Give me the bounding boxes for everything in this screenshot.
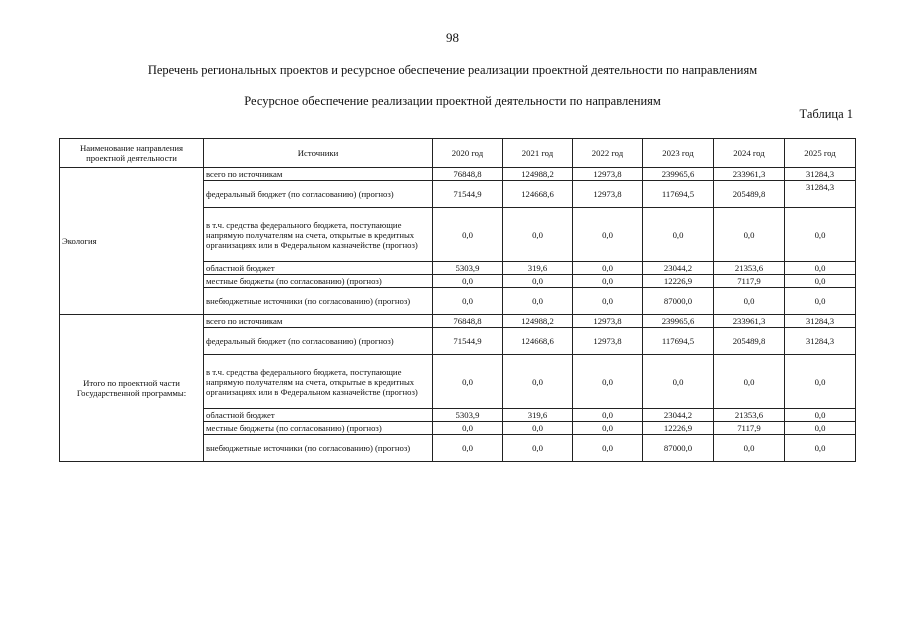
group-name-total: Итого по проектной части Государственной программы: (60, 315, 204, 462)
value-cell: 233961,3 (714, 315, 785, 328)
value-cell: 31284,3 (785, 315, 856, 328)
value-cell: 87000,0 (643, 435, 714, 462)
value-cell: 0,0 (643, 208, 714, 262)
value-cell: 31284,3 (785, 181, 856, 208)
value-cell: 12973,8 (573, 315, 643, 328)
value-cell: 12973,8 (573, 168, 643, 181)
source-cell: в т.ч. средства федерального бюджета, поступающие напрямую получателям на счета, открытые в кредитных организациях или в Федеральном казначействе (прогноз) (204, 208, 433, 262)
document-subtitle: Ресурсное обеспечение реализации проектной деятельности по направлениям (244, 94, 661, 108)
value-cell: 117694,5 (643, 328, 714, 355)
value-cell: 0,0 (503, 435, 573, 462)
value-cell: 7117,9 (714, 275, 785, 288)
value-cell: 117694,5 (643, 181, 714, 208)
value-cell: 0,0 (503, 422, 573, 435)
value-cell: 12973,8 (573, 328, 643, 355)
value-cell: 0,0 (714, 355, 785, 409)
value-cell: 0,0 (785, 275, 856, 288)
header-year: 2022 год (573, 139, 643, 168)
value-cell: 0,0 (573, 275, 643, 288)
header-sources: Источники (204, 139, 433, 168)
value-cell: 0,0 (643, 355, 714, 409)
value-cell: 0,0 (785, 422, 856, 435)
value-cell: 0,0 (714, 435, 785, 462)
source-cell: всего по источникам (204, 168, 433, 181)
value-cell: 319,6 (503, 262, 573, 275)
value-cell: 0,0 (714, 288, 785, 315)
value-cell: 0,0 (433, 275, 503, 288)
value-cell: 0,0 (573, 355, 643, 409)
value-cell: 12226,9 (643, 422, 714, 435)
value-cell: 0,0 (503, 355, 573, 409)
value-cell: 0,0 (573, 262, 643, 275)
value-cell: 23044,2 (643, 262, 714, 275)
group-name-ecology: Экология (60, 168, 204, 315)
value-cell: 0,0 (785, 288, 856, 315)
value-cell: 0,0 (433, 208, 503, 262)
value-cell: 5303,9 (433, 409, 503, 422)
source-cell: внебюджетные источники (по согласованию) (прогноз) (204, 288, 433, 315)
value-cell: 76848,8 (433, 315, 503, 328)
value-cell: 239965,6 (643, 315, 714, 328)
table-label: Таблица 1 (799, 107, 853, 121)
value-cell: 76848,8 (433, 168, 503, 181)
value-cell: 0,0 (573, 288, 643, 315)
value-cell: 0,0 (573, 422, 643, 435)
value-cell: 0,0 (503, 275, 573, 288)
header-year: 2025 год (785, 139, 856, 168)
value-cell: 205489,8 (714, 181, 785, 208)
value-cell: 0,0 (785, 435, 856, 462)
value-cell: 31284,3 (785, 168, 856, 181)
value-cell: 0,0 (433, 288, 503, 315)
value-cell: 0,0 (573, 409, 643, 422)
value-cell: 5303,9 (433, 262, 503, 275)
value-cell: 7117,9 (714, 422, 785, 435)
header-direction: Наименование направления проектной деятельности (60, 139, 204, 168)
value-cell: 205489,8 (714, 328, 785, 355)
value-cell: 87000,0 (643, 288, 714, 315)
value-cell: 31284,3 (785, 328, 856, 355)
value-cell: 124988,2 (503, 168, 573, 181)
value-cell: 0,0 (503, 288, 573, 315)
source-cell: местные бюджеты (по согласованию) (прогноз) (204, 422, 433, 435)
value-cell: 319,6 (503, 409, 573, 422)
source-cell: федеральный бюджет (по согласованию) (прогноз) (204, 328, 433, 355)
page-number: 98 (446, 30, 459, 45)
value-cell: 0,0 (785, 355, 856, 409)
value-cell: 12226,9 (643, 275, 714, 288)
value-cell: 21353,6 (714, 262, 785, 275)
value-cell: 124988,2 (503, 315, 573, 328)
value-cell: 233961,3 (714, 168, 785, 181)
value-cell: 12973,8 (573, 181, 643, 208)
source-cell: областной бюджет (204, 262, 433, 275)
value-cell: 0,0 (433, 435, 503, 462)
header-year: 2021 год (503, 139, 573, 168)
source-cell: областной бюджет (204, 409, 433, 422)
value-cell: 124668,6 (503, 181, 573, 208)
resources-table (59, 138, 856, 462)
source-cell: внебюджетные источники (по согласованию) (прогноз) (204, 435, 433, 462)
table-header-row (60, 139, 856, 168)
value-cell: 0,0 (785, 208, 856, 262)
value-cell: 0,0 (573, 208, 643, 262)
table-row (60, 168, 856, 181)
source-cell: в т.ч. средства федерального бюджета, поступающие напрямую получателям на счета, открытые в кредитных организациях или в Федеральном казначействе (прогноз) (204, 355, 433, 409)
value-cell: 0,0 (503, 208, 573, 262)
table-row (60, 315, 856, 328)
document-title: Перечень региональных проектов и ресурсное обеспечение реализации проектной деятельности по направлениям (147, 63, 758, 77)
value-cell: 71544,9 (433, 181, 503, 208)
source-cell: федеральный бюджет (по согласованию) (прогноз) (204, 181, 433, 208)
value-cell: 0,0 (714, 208, 785, 262)
value-cell: 0,0 (573, 435, 643, 462)
value-cell: 0,0 (433, 355, 503, 409)
header-year: 2024 год (714, 139, 785, 168)
value-cell: 0,0 (785, 409, 856, 422)
value-cell: 239965,6 (643, 168, 714, 181)
value-cell: 0,0 (785, 262, 856, 275)
value-cell: 21353,6 (714, 409, 785, 422)
source-cell: всего по источникам (204, 315, 433, 328)
value-cell: 0,0 (433, 422, 503, 435)
value-cell: 124668,6 (503, 328, 573, 355)
value-cell: 23044,2 (643, 409, 714, 422)
value-cell: 71544,9 (433, 328, 503, 355)
header-year: 2023 год (643, 139, 714, 168)
source-cell: местные бюджеты (по согласованию) (прогноз) (204, 275, 433, 288)
header-year: 2020 год (433, 139, 503, 168)
